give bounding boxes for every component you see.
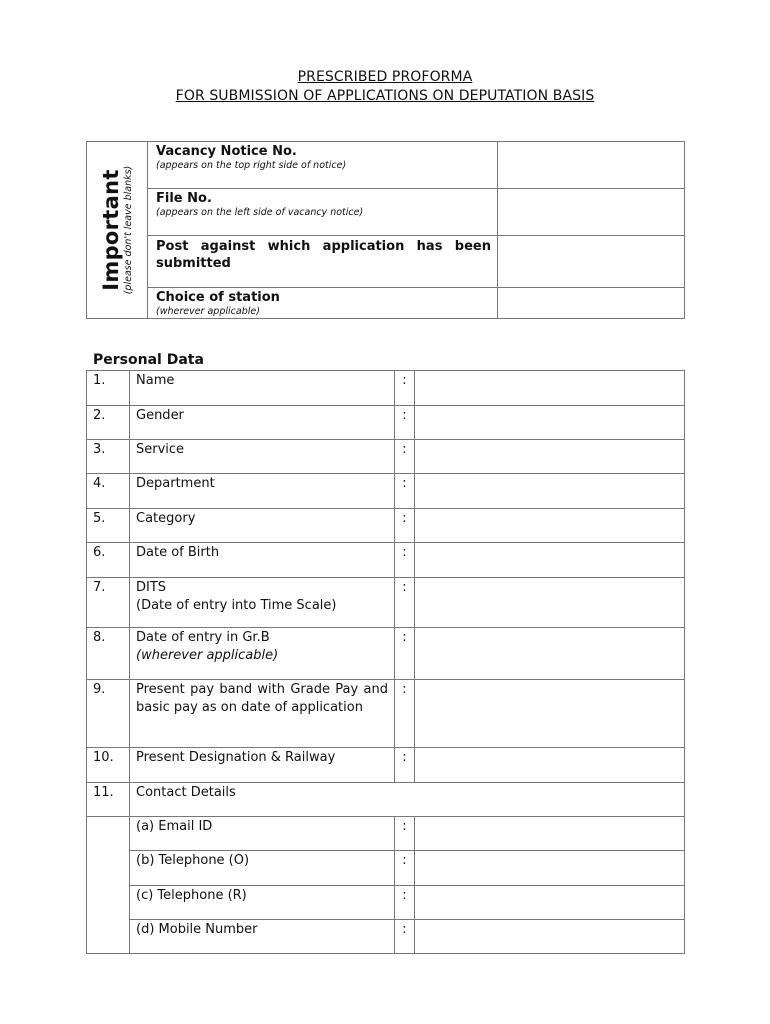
dits-field[interactable] <box>415 578 685 628</box>
row-colon: : <box>395 628 415 680</box>
row-label: (b) Telephone (O) <box>130 851 395 886</box>
grb-entry-sublabel: (wherever applicable) <box>136 648 279 663</box>
pay-band-field[interactable] <box>415 680 685 748</box>
important-info-table <box>86 141 685 319</box>
row-number: 5. <box>87 509 130 543</box>
row-colon: : <box>395 920 415 954</box>
file-no-field[interactable] <box>498 189 685 236</box>
table-row <box>87 886 685 920</box>
service-field[interactable] <box>415 440 685 474</box>
gender-field[interactable] <box>415 406 685 440</box>
post-label-cell <box>148 236 498 288</box>
row-colon: : <box>395 817 415 851</box>
department-field[interactable] <box>415 474 685 509</box>
row-colon: : <box>395 886 415 920</box>
table-row <box>87 371 685 406</box>
row-number: 7. <box>87 578 130 628</box>
row-colon: : <box>395 680 415 748</box>
grb-entry-label: Date of entry in Gr.B <box>136 630 270 645</box>
row-colon: : <box>395 440 415 474</box>
row-colon: : <box>395 371 415 406</box>
table-row <box>87 817 685 851</box>
pay-band-label: Present pay band with Grade Pay and basic pay as on date of application <box>130 680 395 748</box>
telephone-residence-field[interactable] <box>415 886 685 920</box>
table-row <box>87 578 685 628</box>
designation-field[interactable] <box>415 748 685 783</box>
row-label <box>130 578 395 628</box>
table-row <box>87 440 685 474</box>
dits-sublabel: (Date of entry into Time Scale) <box>136 598 337 613</box>
row-colon: : <box>395 748 415 783</box>
important-title: Important <box>99 169 123 291</box>
row-label: Name <box>130 371 395 406</box>
row-label: Present Designation & Railway <box>130 748 395 783</box>
post-field[interactable] <box>498 236 685 288</box>
choice-station-field[interactable] <box>498 288 685 319</box>
row-label: Category <box>130 509 395 543</box>
table-row <box>87 543 685 578</box>
choice-station-note: (wherever applicable) <box>156 306 260 317</box>
row-number: 2. <box>87 406 130 440</box>
row-label: (d) Mobile Number <box>130 920 395 954</box>
table-row <box>87 628 685 680</box>
row-label <box>130 628 395 680</box>
date-of-birth-field[interactable] <box>415 543 685 578</box>
table-row <box>87 851 685 886</box>
form-subtitle: FOR SUBMISSION OF APPLICATIONS ON DEPUTATION BASIS <box>175 88 595 104</box>
form-title: PRESCRIBED PROFORMA <box>297 69 473 85</box>
grb-entry-field[interactable] <box>415 628 685 680</box>
row-number: 9. <box>87 680 130 748</box>
vacancy-notice-label: Vacancy Notice No. <box>156 144 297 159</box>
row-label: Gender <box>130 406 395 440</box>
row-number: 3. <box>87 440 130 474</box>
row-label: Service <box>130 440 395 474</box>
row-colon: : <box>395 578 415 628</box>
mobile-number-field[interactable] <box>415 920 685 954</box>
row-colon: : <box>395 509 415 543</box>
row-colon: : <box>395 474 415 509</box>
row-colon: : <box>395 543 415 578</box>
vacancy-notice-field[interactable] <box>498 142 685 189</box>
dits-label: DITS <box>136 580 167 595</box>
row-label: (a) Email ID <box>130 817 395 851</box>
table-row <box>87 474 685 509</box>
table-row <box>87 748 685 783</box>
personal-data-table <box>86 370 685 954</box>
important-subtitle: (please don't leave blanks) <box>123 165 134 295</box>
table-row <box>87 783 685 817</box>
vacancy-notice-note: (appears on the top right side of notice) <box>156 160 347 171</box>
row-colon: : <box>395 851 415 886</box>
post-label-line2: submitted <box>156 256 231 271</box>
file-no-label-cell <box>148 189 498 236</box>
row-label: Date of Birth <box>130 543 395 578</box>
row-label: Department <box>130 474 395 509</box>
file-no-note: (appears on the left side of vacancy notice) <box>156 207 364 218</box>
vacancy-notice-label-cell <box>148 142 498 189</box>
table-row <box>87 680 685 748</box>
row-colon: : <box>395 406 415 440</box>
row-number: 8. <box>87 628 130 680</box>
important-side-label <box>87 142 148 319</box>
row-number: 10. <box>87 748 130 783</box>
row-number: 11. <box>87 783 130 817</box>
telephone-office-field[interactable] <box>415 851 685 886</box>
row-number: 6. <box>87 543 130 578</box>
row-number: 4. <box>87 474 130 509</box>
table-row <box>87 920 685 954</box>
personal-data-title: Personal Data <box>93 352 204 368</box>
contact-number-spacer <box>87 817 130 954</box>
contact-details-heading: Contact Details <box>130 783 685 817</box>
email-field[interactable] <box>415 817 685 851</box>
category-field[interactable] <box>415 509 685 543</box>
name-field[interactable] <box>415 371 685 406</box>
choice-station-label-cell <box>148 288 498 319</box>
post-label-line1: Post against which application has been <box>156 239 491 254</box>
row-number: 1. <box>87 371 130 406</box>
choice-station-label: Choice of station <box>156 290 280 305</box>
table-row <box>87 406 685 440</box>
file-no-label: File No. <box>156 191 212 206</box>
row-label: (c) Telephone (R) <box>130 886 395 920</box>
table-row <box>87 509 685 543</box>
